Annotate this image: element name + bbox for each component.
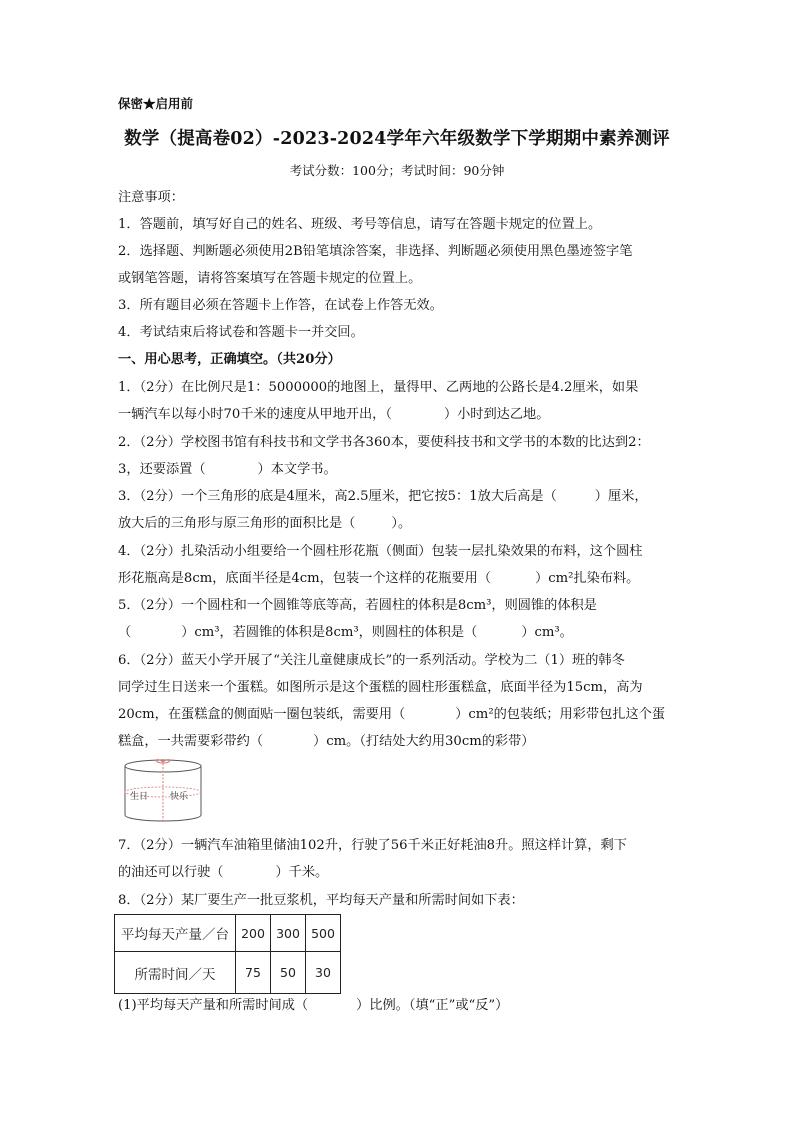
table-cell: 300 — [271, 915, 306, 952]
question-text: ）小时到达乙地。 — [443, 407, 550, 422]
question-text: （ — [118, 625, 132, 640]
question-text: ）cm³，若圆锥的体积是8cm³，则圆柱的体积是（ — [181, 625, 478, 640]
notice-heading: 注意事项： — [118, 190, 184, 205]
cake-box-figure — [118, 756, 208, 828]
question-text: 形花瓶高是8cm，底面半径是4cm，包装一个这样的花瓶要用（ — [118, 571, 492, 586]
question-text: ）比例。（填“正”或“反”） — [356, 998, 509, 1013]
notice-item: 2．选择题、判断题必须使用2B铅笔填涂答案，非选择、判断题必须使用黑色墨迹签字笔 — [118, 244, 633, 259]
notice-item: 4．考试结束后将试卷和答题卡一并交回。 — [118, 325, 364, 340]
question-2-line-2 — [118, 461, 678, 479]
table-row-header: 所需时间／天 — [115, 952, 236, 994]
question-8-line-1: 8．（2分）某厂要生产一批豆浆机，平均每天产量和所需时间如下表： — [118, 893, 524, 908]
question-text: ）本文学书。 — [257, 462, 337, 477]
question-text: 的油还可以行驶（ — [118, 865, 224, 880]
question-6-line-1: 6．（2分）蓝天小学开展了“关注儿童健康成长”的一系列活动。学校为二（1）班的韩冬 — [118, 653, 625, 668]
table-cell: 500 — [306, 915, 341, 952]
question-text: 20cm，在蛋糕盒的侧面贴一圈包装纸，需要用（ — [118, 707, 406, 722]
exam-info: 考试分数：100分；考试时间：90分钟 — [289, 163, 505, 178]
question-4-line-1: 4．（2分）扎染活动小组要给一个圆柱形花瓶（侧面）包装一层扎染效果的布料，这个圆柱 — [118, 544, 643, 559]
question-4-line-2 — [118, 570, 678, 588]
question-2-line-1: 2．（2分）学校图书馆有科技书和文学书各360本，要使科技书和文学书的本数的比达到2： — [118, 435, 650, 450]
question-1-line-2 — [118, 406, 678, 424]
question-7-line-1: 7．（2分）一辆汽车油箱里储油102升，行驶了56千米正好耗油8升。照这样计算，剩下 — [118, 838, 627, 853]
question-text: ）cm²扎染布料。 — [535, 571, 640, 586]
confidential-mark: 保密★启用前 — [118, 96, 194, 111]
question-3-line-1 — [118, 488, 678, 506]
question-text: 3，还要添置（ — [118, 462, 206, 477]
table-cell: 50 — [271, 952, 306, 994]
production-table — [114, 914, 341, 994]
question-7-line-2 — [118, 864, 678, 882]
question-text: 糕盒，一共需要彩带约（ — [118, 734, 264, 749]
cake-label-left: 生日 — [130, 792, 149, 802]
question-text: ）cm³。 — [521, 625, 573, 640]
cake-label-right: 快乐 — [170, 792, 189, 802]
question-text: (1)平均每天产量和所需时间成（ — [118, 998, 309, 1013]
question-5-line-1: 5．（2分）一个圆柱和一个圆锥等底等高，若圆柱的体积是8cm³，则圆锥的体积是 — [118, 598, 597, 613]
table-cell: 30 — [306, 952, 341, 994]
question-6-line-3 — [118, 706, 678, 724]
question-3-line-2 — [118, 515, 678, 533]
question-1-line-1: 1．（2分）在比例尺是1：5000000的地图上，量得甲、乙两地的公路长是4.2厘米，如果 — [118, 380, 639, 395]
question-text: ）cm²的包装纸；用彩带包扎这个蛋 — [455, 707, 666, 722]
question-6-line-4 — [118, 733, 678, 751]
question-text: ）厘米， — [594, 489, 648, 504]
notice-item: 或钢笔答题，请将答案填写在答题卡规定的位置上。 — [118, 271, 422, 286]
question-text: 3．（2分）一个三角形的底是4厘米，高2.5厘米，把它按5：1放大后高是（ — [118, 489, 557, 504]
table-cell: 200 — [236, 915, 271, 952]
table-row — [115, 915, 341, 952]
question-8-sub-1 — [118, 997, 678, 1015]
question-text: 一辆汽车以每小时70千米的速度从甲地开出，（ — [118, 407, 392, 422]
question-6-line-2: 同学过生日送来一个蛋糕。如图所示是这个蛋糕的圆柱形蛋糕盒，底面半径为15cm，高为 — [118, 680, 643, 695]
table-row-header: 平均每天产量／台 — [115, 915, 236, 952]
notice-item: 1．答题前，填写好自己的姓名、班级、考号等信息，请写在答题卡规定的位置上。 — [118, 217, 602, 232]
section-heading: 一、用心思考，正确填空。（共20分） — [118, 352, 341, 367]
question-text: 放大后的三角形与原三角形的面积比是（ — [118, 516, 356, 531]
notice-item: 3．所有题目必须在答题卡上作答，在试卷上作答无效。 — [118, 298, 443, 313]
question-text: ）cm。（打结处大约用30cm的彩带） — [313, 734, 535, 749]
question-text: ）。 — [391, 516, 412, 531]
exam-title: 数学（提高卷02）-2023-2024学年六年级数学下学期期中素养测评 — [124, 129, 670, 149]
question-text: ）千米。 — [275, 865, 329, 880]
question-5-line-2 — [118, 624, 678, 642]
table-cell: 75 — [236, 952, 271, 994]
table-row — [115, 952, 341, 994]
